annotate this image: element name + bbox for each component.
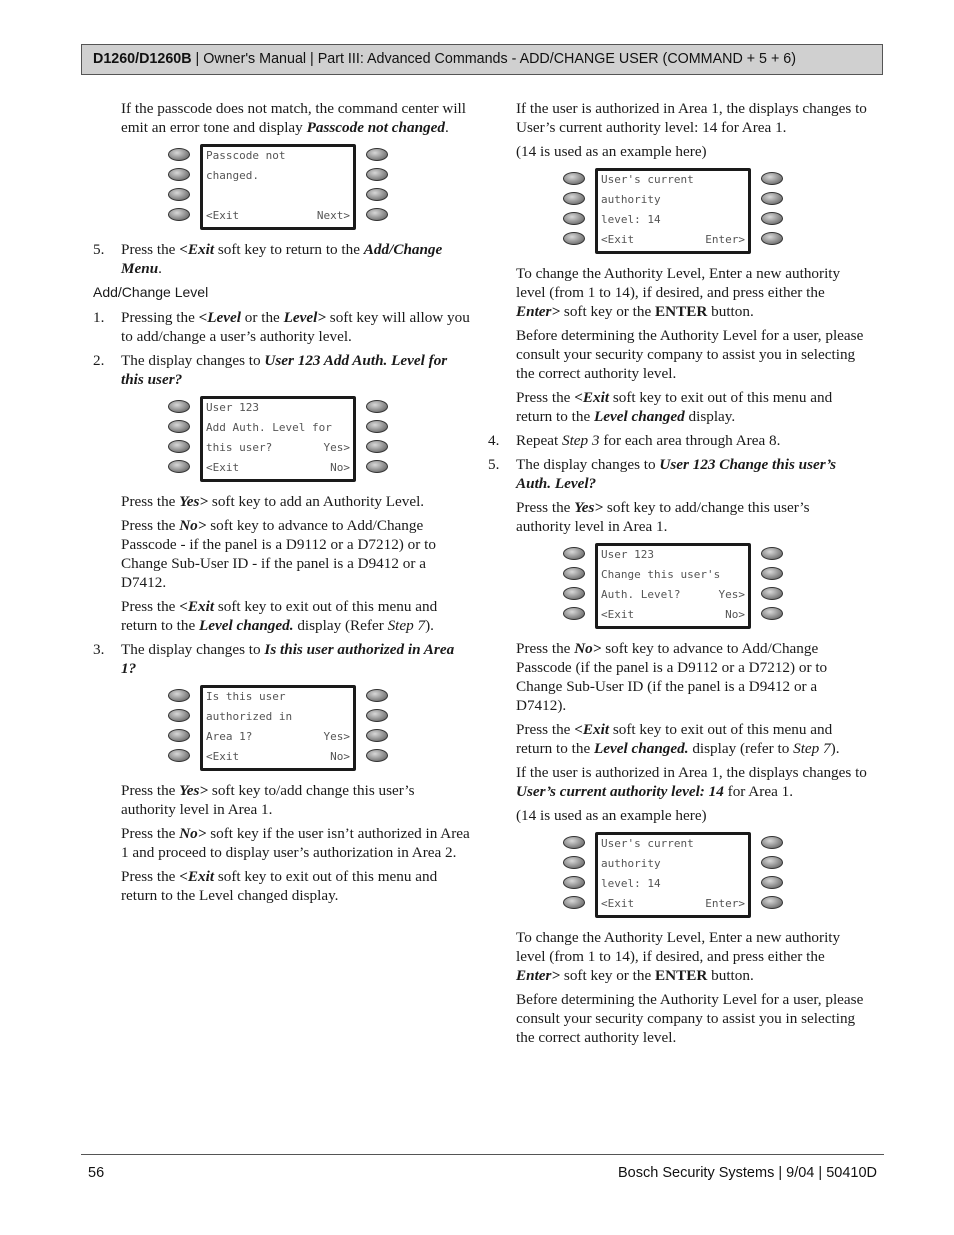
list-number: 3. [93,641,105,658]
soft-key-button [168,749,190,762]
soft-key-button [761,836,783,849]
list-number: 5. [93,241,105,258]
emphasis: ENTER [655,967,708,984]
text: Press the [516,389,575,406]
lcd-screen [200,396,356,482]
emphasis: User 123 Change this user’s Auth. Level? [516,456,837,492]
emphasis: No> [179,825,207,842]
list-item [93,640,471,678]
soft-key-button [168,208,190,221]
soft-key-button [761,607,783,620]
soft-key-button [563,212,585,225]
soft-key-button [366,188,388,201]
soft-key-button [168,460,190,473]
text: The display changes to [516,456,660,473]
text: . [158,260,162,277]
text: Press the [121,517,180,534]
soft-key-button [366,729,388,742]
emphasis: <Exit [574,721,610,738]
paragraph [516,720,868,758]
paragraph [516,498,868,536]
text: ). [425,617,434,634]
soft-key-button [168,420,190,433]
lcd-screen [595,832,751,918]
lcd-line: User's current [601,837,694,850]
emphasis: <Exit [574,389,610,406]
soft-key-button [168,689,190,702]
text: Press the [121,241,180,258]
soft-key-button [563,836,585,849]
paragraph [516,763,868,801]
emphasis: Level changed. [199,617,294,634]
paragraph: Before determining the Authority Level for a user, please consult your security company to assist you in selecting the correct authority level. [516,327,864,382]
lcd-line [601,588,745,602]
text: or the [241,309,284,326]
section-heading: Add/Change Level [93,284,209,300]
text: soft key to add/change this user’s authority level in Area 1. [516,499,810,535]
text: soft key or the [560,967,656,984]
list-item [488,455,868,493]
text: for each area through Area 8. [599,432,781,449]
soft-key-button [761,232,783,245]
text: Press the [121,782,180,799]
soft-key-button [168,188,190,201]
soft-key-button [366,420,388,433]
soft-key-button [761,876,783,889]
lcd-line [206,189,350,203]
text: soft key to advance to Add/Change Passcode - if the panel is a D9112 or a D7212) or to Change Sub-User ID - if the panel is a D9412 or a D7412. [121,517,436,591]
text: If the passcode does not match, the command center will emit an error tone and display [121,100,466,136]
soft-key-button [761,567,783,580]
text: soft key or the [560,303,656,320]
list-number: 5. [488,456,500,473]
paragraph [516,928,868,985]
page-number: 56 [88,1165,105,1181]
step-reference: Step 3 [561,432,600,449]
paragraph [121,516,471,592]
keypad-display [563,832,783,918]
lcd-soft-label: <Exit [206,209,240,222]
emphasis: Yes> [179,493,209,510]
text: Pressing the [121,309,199,326]
step-reference: Step 7 [793,740,831,757]
emphasis: Level changed [594,408,685,425]
lcd-line: level: 14 [601,877,661,890]
lcd-line: Passcode not [206,149,286,162]
right-column [488,99,868,1052]
list-number: 1. [93,309,105,326]
lcd-soft-label: <Exit [206,750,240,763]
lcd-line [601,233,745,247]
text: for Area 1. [723,783,794,800]
soft-key-button [761,896,783,909]
paragraph: (14 is used as an example here) [516,807,707,824]
emphasis: Enter> [516,303,561,320]
lcd-screen [595,543,751,629]
lcd-line: User's current [601,173,694,186]
keypad-display [168,144,388,230]
text: The display changes to [121,352,265,369]
footer-publisher: Bosch Security Systems | 9/04 | 50410D [618,1165,877,1181]
text: Press the [121,825,180,842]
lcd-soft-label: <Exit [206,461,240,474]
text: display (Refer [293,617,388,634]
step-reference: Step 7 [387,617,426,634]
emphasis: User’s current authority level: 14 [516,783,724,800]
text: button. [707,967,754,984]
text: Press the [516,499,575,516]
text: Press the [516,640,575,657]
emphasis: Enter> [516,967,561,984]
header-product: D1260/D1260B [93,51,192,67]
lcd-soft-label: Next> [316,209,350,222]
paragraph [516,639,868,715]
soft-key-button [563,172,585,185]
lcd-soft-label: Yes> [323,730,350,743]
paragraph [121,597,471,635]
text: To change the Authority Level, Enter a new authority level (from 1 to 14), if desired, and press either the [516,265,841,301]
paragraph [516,264,868,321]
lcd-line [206,209,350,223]
list-item [93,240,471,278]
lcd-soft-label: <Exit [601,233,635,246]
lcd-soft-label: Yes> [718,588,745,601]
soft-key-button [366,168,388,181]
lcd-line [206,750,350,764]
soft-key-button [366,208,388,221]
header-title: | Owner's Manual | Part III: Advanced Commands - ADD/CHANGE USER (COMMAND + 5 + 6) [191,51,797,67]
lcd-screen [200,144,356,230]
text: Press the [121,598,180,615]
lcd-line: level: 14 [601,213,661,226]
paragraph [121,781,471,819]
text: soft key if the user isn’t authorized in Area 1 and proceed to display user’s authorization in Area 2. [121,825,470,861]
lcd-screen [200,685,356,771]
emphasis: <Exit [179,598,215,615]
lcd-screen [595,168,751,254]
emphasis: Is this user authorized in Area 1? [121,641,455,677]
lcd-line [206,441,350,455]
emphasis: Yes> [574,499,604,516]
lcd-line [206,461,350,475]
list-item [93,308,471,346]
paragraph: (14 is used as an example here) [516,143,707,160]
lcd-soft-label: No> [330,461,350,474]
lcd-text: Area 1? [206,730,253,743]
text: Press the [121,493,180,510]
soft-key-button [563,856,585,869]
soft-key-button [366,689,388,702]
emphasis: No> [574,640,602,657]
emphasis: Level changed. [594,740,689,757]
text: soft key to add an Authority Level. [208,493,425,510]
soft-key-button [168,440,190,453]
lcd-line [206,730,350,744]
keypad-display [168,685,388,771]
soft-key-button [366,460,388,473]
lcd-soft-label: <Exit [601,897,635,910]
soft-key-button [563,587,585,600]
text: soft key to/add change this user’s authority level in Area 1. [121,782,415,818]
emphasis: No> [179,517,207,534]
lcd-soft-label: Enter> [705,897,745,910]
emphasis: <Level [198,309,241,326]
text: soft key to return to the [214,241,364,258]
soft-key-button [761,212,783,225]
text: The display changes to [121,641,265,658]
lcd-soft-label: Enter> [705,233,745,246]
text: Repeat [516,432,562,449]
left-column [93,99,471,910]
footer-divider [81,1154,884,1155]
emphasis: Passcode not changed [306,119,445,136]
list-item [488,431,868,450]
text: soft key to exit out of this menu and return to the [516,721,833,757]
text: button. [707,303,754,320]
lcd-soft-label: No> [725,608,745,621]
lcd-soft-label: No> [330,750,350,763]
page-header [81,44,883,75]
list-item [93,351,471,389]
keypad-display [563,168,783,254]
lcd-line [601,897,745,911]
lcd-soft-label: Yes> [323,441,350,454]
soft-key-button [563,192,585,205]
text: If the user is authorized in Area 1, the displays changes to [516,764,867,781]
text: display. [684,408,736,425]
text: soft key to exit out of this menu and return to the [516,389,833,425]
list-number: 4. [488,432,500,449]
soft-key-button [761,587,783,600]
soft-key-button [563,547,585,560]
emphasis: <Exit [179,868,215,885]
text: ). [830,740,840,757]
soft-key-button [366,400,388,413]
paragraph [121,492,471,511]
paragraph [121,824,471,862]
lcd-line: User 123 [206,401,259,414]
emphasis: <Exit [179,241,215,258]
emphasis: ENTER [655,303,708,320]
text: soft key will allow you to add/change a user’s authority level. [121,309,470,345]
soft-key-button [366,709,388,722]
soft-key-button [761,547,783,560]
soft-key-button [563,896,585,909]
lcd-line: authority [601,857,661,870]
soft-key-button [563,232,585,245]
soft-key-button [168,400,190,413]
lcd-line: changed. [206,169,259,182]
soft-key-button [168,148,190,161]
text: soft key to advance to Add/Change Passcode (if the panel is a D9112 or a D7212) or to Change Sub-User ID (if the panel is a D9412 or a D7412). [516,640,828,714]
lcd-text: Auth. Level? [601,588,681,601]
keypad-display [168,396,388,482]
lcd-text: this user? [206,441,273,454]
emphasis: Add/Change Menu [121,241,443,277]
soft-key-button [761,172,783,185]
text: . [444,119,449,136]
soft-key-button [168,729,190,742]
lcd-line: Is this user [206,690,286,703]
soft-key-button [563,876,585,889]
paragraph: Before determining the Authority Level for a user, please consult your security company to assist you in selecting the correct authority level. [516,991,864,1046]
lcd-line: authority [601,193,661,206]
soft-key-button [366,440,388,453]
soft-key-button [761,192,783,205]
soft-key-button [563,567,585,580]
soft-key-button [366,148,388,161]
lcd-line: User 123 [601,548,654,561]
soft-key-button [168,709,190,722]
soft-key-button [366,749,388,762]
list-number: 2. [93,352,105,369]
soft-key-button [563,607,585,620]
emphasis: Level> [283,309,326,326]
keypad-display [563,543,783,629]
soft-key-button [761,856,783,869]
text: display (refer to [688,740,794,757]
lcd-line: Add Auth. Level for [206,421,332,434]
text: To change the Authority Level, Enter a new authority level (from 1 to 14), if desired, and press either the [516,929,841,965]
paragraph: If the user is authorized in Area 1, the displays changes to User’s current authority level: 14 for Area 1. [516,100,867,136]
text: Press the [121,868,180,885]
lcd-line [601,608,745,622]
emphasis: Yes> [179,782,209,799]
text: soft key to exit out of this menu and return to the [121,598,438,634]
emphasis: User 123 Add Auth. Level for this user? [121,352,448,388]
lcd-soft-label: <Exit [601,608,635,621]
paragraph [121,99,471,137]
text: Press the [516,721,575,738]
lcd-line: Change this user's [601,568,721,581]
lcd-line: authorized in [206,710,293,723]
paragraph [516,388,868,426]
paragraph [121,867,471,905]
text: soft key to exit out of this menu and return to the Level changed display. [121,868,438,904]
soft-key-button [168,168,190,181]
